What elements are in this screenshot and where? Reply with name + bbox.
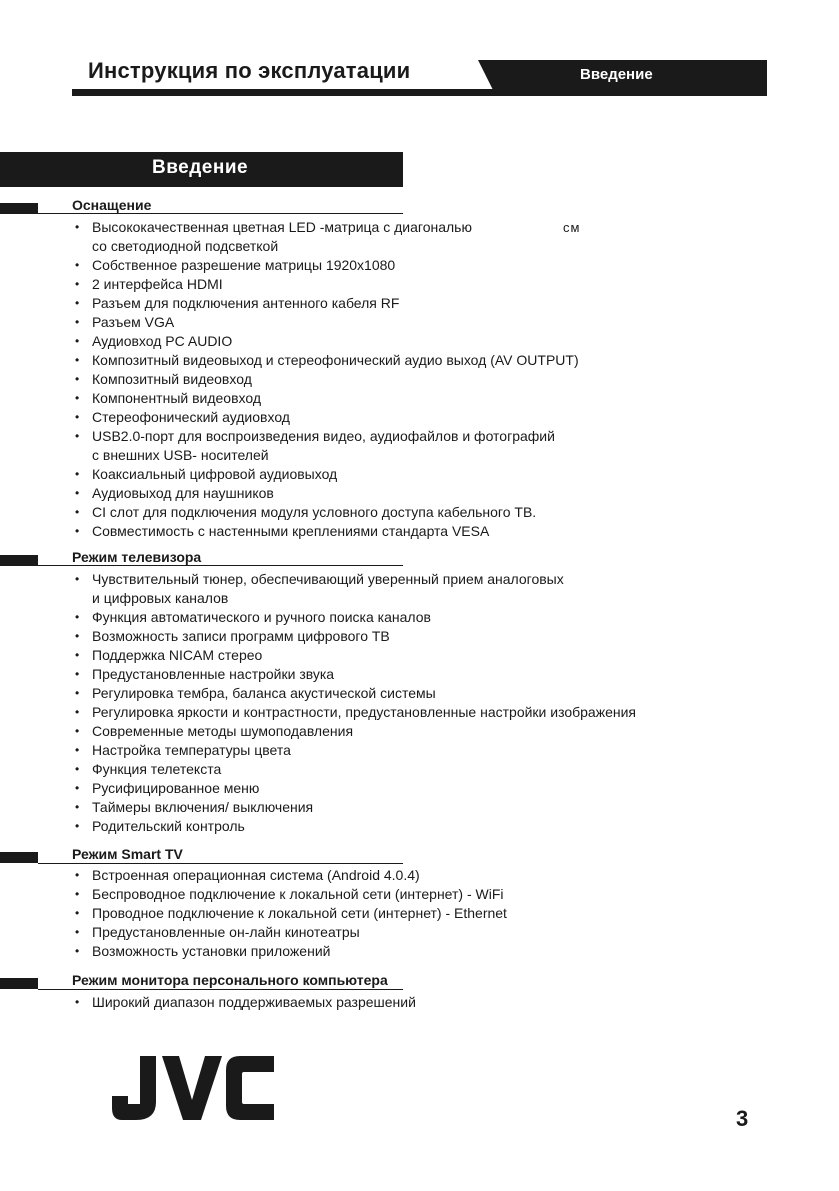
list-item: • Настройка температуры цвета	[75, 742, 291, 758]
list-item: • Поддержка NICAM стерео	[75, 647, 263, 663]
section-rule	[38, 989, 403, 990]
section-rule	[38, 863, 403, 864]
section-marker	[0, 978, 38, 989]
section-title-equipment: Оснащение	[72, 197, 152, 213]
list-item: • Регулировка тембра, баланса акустической системы	[75, 685, 436, 701]
list-item: • Функция телетекста	[75, 761, 222, 777]
list-item: • USB2.0-порт для воспроизведения видео, аудиофайлов и фотографий с внешних USB- носителей	[75, 428, 555, 463]
list-item: • Предустановленные настройки звука	[75, 666, 335, 682]
section-title-smart-tv: Режим Smart TV	[72, 846, 183, 862]
list-smart-tv	[0, 866, 507, 961]
list-item: • Аудиовыход для наушников	[75, 485, 274, 501]
diagonal-unit: см	[563, 220, 581, 235]
list-item: • Разъем VGA	[75, 314, 175, 330]
list-item: • Функция автоматического и ручного поиска каналов	[75, 609, 431, 625]
list-item: • Возможность установки приложений	[75, 943, 331, 959]
jvc-logo	[112, 1056, 274, 1120]
list-item: • Стереофонический аудиовход	[75, 409, 290, 425]
list-item: • Высококачественная цветная LED -матрица с диагональю со светодиодной подсветкой	[75, 219, 472, 254]
list-item: • Русифицированное меню	[75, 780, 260, 796]
section-rule	[38, 565, 403, 566]
list-item: • Проводное подключение к локальной сети (интернет) - Ethernet	[75, 905, 507, 921]
list-item: • 2 интерфейса HDMI	[75, 276, 223, 292]
list-item: • Аудиовход PC AUDIO	[75, 333, 233, 349]
list-item: • Разъем для подключения антенного кабеля RF	[75, 295, 400, 311]
list-equipment	[0, 218, 579, 541]
list-item: • Чувствительный тюнер, обеспечивающий уверенный прием аналоговых и цифровых каналов	[75, 571, 564, 606]
list-item: • Беспроводное подключение к локальной сети (интернет) - WiFi	[75, 886, 504, 902]
list-item: • Современные методы шумоподавления	[75, 723, 354, 739]
list-item: • Предустановленные он-лайн кинотеатры	[75, 924, 360, 940]
section-title-tv-mode: Режим телевизора	[72, 549, 202, 565]
list-item: • Таймеры включения/ выключения	[75, 799, 314, 815]
section-marker	[0, 555, 38, 566]
list-item: • Коаксиальный цифровой аудиовыход	[75, 466, 338, 482]
list-item: • CI слот для подключения модуля условного доступа кабельного ТВ.	[75, 504, 537, 520]
list-item: • Регулировка яркости и контрастности, предустановленные настройки изображения	[75, 704, 636, 720]
list-item: • Возможность записи программ цифрового ТВ	[75, 628, 390, 644]
list-item: • Композитный видеовыход и стереофонический аудио выход (AV OUTPUT)	[75, 352, 579, 368]
section-marker	[0, 203, 38, 214]
list-item: • Родительский контроль	[75, 818, 245, 834]
document-title: Инструкция по эксплуатации	[88, 58, 411, 83]
section-marker	[0, 852, 38, 863]
chapter-title: Введение	[152, 157, 249, 178]
list-item: • Компонентный видеовход	[75, 390, 262, 406]
list-pc-monitor	[0, 993, 416, 1012]
list-item: • Встроенная операционная система (Android 4.0.4)	[75, 867, 420, 883]
list-item: • Широкий диапазон поддерживаемых разрешений	[75, 994, 416, 1010]
page-number: 3	[736, 1106, 749, 1131]
section-rule	[38, 213, 403, 214]
header-tab-label: Введение	[580, 66, 653, 83]
list-tv-mode	[0, 570, 636, 836]
list-item: • Композитный видеовход	[75, 371, 252, 387]
section-title-pc-monitor: Режим монитора персонального компьютера	[72, 972, 388, 988]
list-item: • Собственное разрешение матрицы 1920х1080	[75, 257, 396, 273]
list-item: • Совместимость с настенными креплениями стандарта VESA	[75, 523, 490, 539]
